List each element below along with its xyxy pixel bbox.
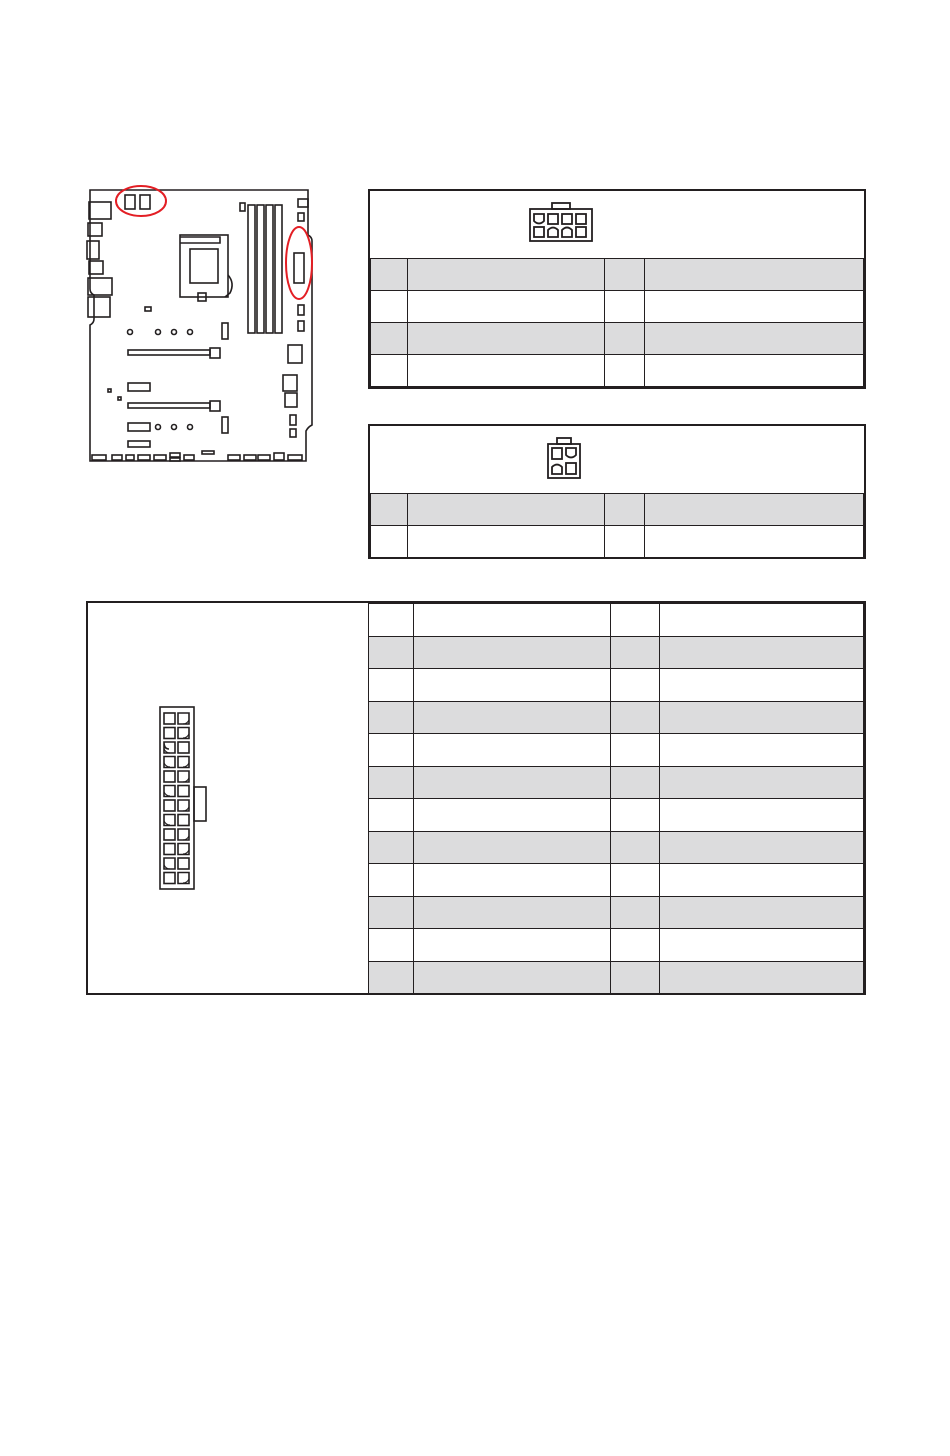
- pin-number: [369, 701, 414, 734]
- pin-number: [611, 961, 660, 994]
- pin-signal: [645, 291, 864, 323]
- pin-signal: [660, 961, 864, 994]
- four-pin-pin-table: [370, 493, 864, 558]
- pin-signal: [660, 896, 864, 929]
- pin-signal: [645, 526, 864, 558]
- pin-signal: [645, 323, 864, 355]
- pin-number: [611, 669, 660, 702]
- pin-number: [369, 799, 414, 832]
- eight-pin-connector-header: [370, 191, 864, 259]
- pin-number: [369, 766, 414, 799]
- pin-number: [611, 896, 660, 929]
- pin-signal: [414, 929, 611, 962]
- four-pin-connector-box: [368, 424, 866, 559]
- eight-pin-pin-table: [370, 258, 864, 387]
- pin-signal: [414, 961, 611, 994]
- pin-number: [611, 929, 660, 962]
- motherboard-diagram: [80, 175, 320, 470]
- pin-number: [611, 831, 660, 864]
- pin-signal: [408, 526, 605, 558]
- pin-signal: [660, 766, 864, 799]
- pin-number: [369, 961, 414, 994]
- pin-number: [605, 494, 645, 526]
- pin-signal: [660, 831, 864, 864]
- pin-number: [605, 355, 645, 387]
- pin-signal: [414, 604, 611, 637]
- pin-number: [371, 355, 408, 387]
- pin-signal: [660, 669, 864, 702]
- pin-signal: [408, 355, 605, 387]
- pin-number: [611, 864, 660, 897]
- pin-number: [611, 766, 660, 799]
- pin-signal: [414, 669, 611, 702]
- pin-number: [611, 604, 660, 637]
- four-pin-connector-header: [370, 426, 864, 494]
- 4-pin-connector-icon: [544, 436, 584, 482]
- pin-number: [369, 864, 414, 897]
- pin-number: [371, 494, 408, 526]
- twenty-four-pin-connector-header: [88, 603, 369, 993]
- pin-signal: [414, 701, 611, 734]
- pin-signal: [414, 831, 611, 864]
- motherboard-layout-icon: [80, 175, 320, 470]
- pin-number: [611, 701, 660, 734]
- pin-number: [605, 526, 645, 558]
- pin-signal: [414, 734, 611, 767]
- pin-number: [369, 734, 414, 767]
- twenty-four-pin-connector-box: [86, 601, 866, 995]
- pin-signal: [414, 864, 611, 897]
- pin-number: [605, 259, 645, 291]
- pin-number: [369, 929, 414, 962]
- pin-signal: [660, 734, 864, 767]
- pin-number: [371, 291, 408, 323]
- pin-signal: [660, 604, 864, 637]
- pin-signal: [408, 323, 605, 355]
- pin-signal: [414, 799, 611, 832]
- pin-signal: [660, 929, 864, 962]
- pin-signal: [414, 896, 611, 929]
- pin-number: [611, 636, 660, 669]
- eight-pin-connector-box: [368, 189, 866, 389]
- pin-number: [369, 896, 414, 929]
- pin-signal: [660, 799, 864, 832]
- 24-pin-connector-icon: [158, 705, 212, 891]
- pin-number: [369, 604, 414, 637]
- atx-power-area-highlight: [286, 227, 312, 299]
- pin-number: [605, 291, 645, 323]
- pin-number: [611, 734, 660, 767]
- pin-signal: [414, 766, 611, 799]
- pin-signal: [645, 494, 864, 526]
- pin-signal: [408, 494, 605, 526]
- pin-number: [371, 526, 408, 558]
- twenty-four-pin-pin-table: [368, 603, 864, 994]
- pin-signal: [645, 355, 864, 387]
- 8-pin-connector-icon: [526, 201, 596, 245]
- pin-signal: [660, 636, 864, 669]
- pin-signal: [408, 259, 605, 291]
- pin-number: [369, 831, 414, 864]
- pin-number: [371, 259, 408, 291]
- pin-number: [611, 799, 660, 832]
- pin-number: [371, 323, 408, 355]
- pin-signal: [408, 291, 605, 323]
- pin-number: [369, 636, 414, 669]
- pin-signal: [414, 636, 611, 669]
- pin-signal: [660, 864, 864, 897]
- pin-number: [369, 669, 414, 702]
- pin-signal: [660, 701, 864, 734]
- pin-number: [605, 323, 645, 355]
- pin-signal: [645, 259, 864, 291]
